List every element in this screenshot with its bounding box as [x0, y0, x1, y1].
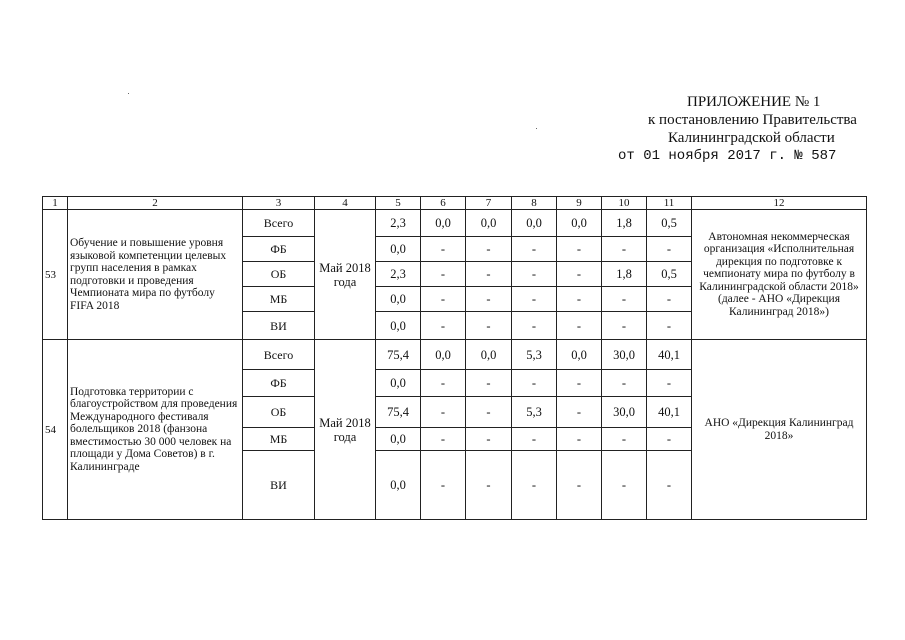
executor: АНО «Дирекция Калининград 2018»	[692, 340, 867, 520]
amount-cell: -	[602, 312, 647, 340]
column-number: 4	[315, 197, 376, 210]
amount-cell: 5,3	[512, 397, 557, 428]
amount-cell: 0,0	[557, 210, 602, 237]
funding-source: МБ	[243, 287, 315, 312]
funding-source: ФБ	[243, 370, 315, 397]
amount-cell: -	[512, 287, 557, 312]
amount-cell: 0,5	[647, 262, 692, 287]
amount-cell: 0,0	[466, 340, 512, 370]
amount-cell: -	[421, 370, 466, 397]
amount-cell: 0,0	[376, 451, 421, 520]
amount-cell: 0,0	[376, 312, 421, 340]
amount-cell: 0,0	[376, 287, 421, 312]
amount-cell: -	[512, 370, 557, 397]
amount-cell: -	[557, 262, 602, 287]
amount-cell: 40,1	[647, 340, 692, 370]
deadline: Май 2018 года	[315, 340, 376, 520]
amount-cell: -	[466, 370, 512, 397]
amount-cell: 5,3	[512, 340, 557, 370]
amount-cell: -	[557, 370, 602, 397]
amount-cell: 0,0	[421, 210, 466, 237]
amount-cell: -	[602, 428, 647, 451]
amount-cell: -	[647, 287, 692, 312]
amount-cell: -	[557, 287, 602, 312]
amount-cell: -	[466, 397, 512, 428]
amount-cell: 0,0	[557, 340, 602, 370]
amount-cell: -	[602, 237, 647, 262]
column-number: 8	[512, 197, 557, 210]
amount-cell: 75,4	[376, 397, 421, 428]
column-number: 11	[647, 197, 692, 210]
funding-source: ВИ	[243, 312, 315, 340]
amount-cell: 2,3	[376, 210, 421, 237]
column-number: 2	[68, 197, 243, 210]
amount-cell: -	[466, 237, 512, 262]
amount-cell: 30,0	[602, 340, 647, 370]
amount-cell: -	[557, 237, 602, 262]
amount-cell: 0,0	[466, 210, 512, 237]
measure-name: Подготовка территории с благоустройством для проведения Международного фестиваля болельщиков 2018 (фанзона вместимостью 30 000 человек на площади у Дома Советов) в г. Калининграде	[68, 340, 243, 520]
amount-cell: -	[466, 451, 512, 520]
amount-cell: 30,0	[602, 397, 647, 428]
column-number-row	[43, 197, 867, 210]
amount-cell: -	[421, 428, 466, 451]
amount-cell: -	[557, 451, 602, 520]
funding-source: МБ	[243, 428, 315, 451]
amount-cell: -	[421, 237, 466, 262]
column-number: 10	[602, 197, 647, 210]
measure-name: Обучение и повышение уровня языковой компетенции целевых групп населения в рамках подготовки и проведения Чемпионата мира по футболу FIFA 2018	[68, 210, 243, 340]
appendix-title: ПРИЛОЖЕНИЕ № 1	[687, 94, 821, 110]
executor: Автономная некоммерческая организация «Исполнительная дирекция по подготовке к чемпионату мира по футболу в Калининградской области 2018» (далее - АНО «Дирекция Калининград 2018»)	[692, 210, 867, 340]
decree-reference: к постановлению Правительства	[648, 112, 857, 128]
amount-cell: -	[512, 262, 557, 287]
row-number: 54	[43, 340, 68, 520]
column-number: 1	[43, 197, 68, 210]
amount-cell: -	[512, 451, 557, 520]
amount-cell: 2,3	[376, 262, 421, 287]
amount-cell: -	[512, 312, 557, 340]
amount-cell: -	[466, 428, 512, 451]
table-row	[43, 340, 867, 370]
column-number: 7	[466, 197, 512, 210]
amount-cell: -	[647, 237, 692, 262]
amount-cell: -	[647, 312, 692, 340]
amount-cell: 0,0	[421, 340, 466, 370]
column-number: 9	[557, 197, 602, 210]
table-row	[43, 210, 867, 237]
column-number: 6	[421, 197, 466, 210]
column-number: 12	[692, 197, 867, 210]
amount-cell: -	[421, 262, 466, 287]
funding-source: ВИ	[243, 451, 315, 520]
amount-cell: -	[421, 451, 466, 520]
amount-cell: 0,0	[376, 237, 421, 262]
column-number: 5	[376, 197, 421, 210]
amount-cell: 0,0	[376, 370, 421, 397]
funding-source: Всего	[243, 210, 315, 237]
amount-cell: -	[512, 428, 557, 451]
amount-cell: 1,8	[602, 210, 647, 237]
amount-cell: -	[647, 428, 692, 451]
amount-cell: -	[421, 312, 466, 340]
amount-cell: -	[602, 451, 647, 520]
amount-cell: -	[647, 370, 692, 397]
amount-cell: -	[466, 287, 512, 312]
funding-source: ФБ	[243, 237, 315, 262]
amount-cell: 0,5	[647, 210, 692, 237]
amount-cell: -	[421, 397, 466, 428]
amount-cell: -	[602, 287, 647, 312]
amount-cell: -	[421, 287, 466, 312]
amount-cell: -	[466, 312, 512, 340]
funding-source: ОБ	[243, 397, 315, 428]
amount-cell: -	[557, 397, 602, 428]
amount-cell: 40,1	[647, 397, 692, 428]
deadline: Май 2018 года	[315, 210, 376, 340]
amount-cell: -	[647, 451, 692, 520]
measures-table	[42, 196, 867, 520]
amount-cell: -	[557, 312, 602, 340]
funding-source: ОБ	[243, 262, 315, 287]
amount-cell: -	[466, 262, 512, 287]
funding-source: Всего	[243, 340, 315, 370]
amount-cell: 1,8	[602, 262, 647, 287]
column-number: 3	[243, 197, 315, 210]
amount-cell: 75,4	[376, 340, 421, 370]
amount-cell: -	[602, 370, 647, 397]
decree-date-number: от 01 ноября 2017 г. № 587	[618, 148, 837, 164]
region-name: Калининградской области	[668, 130, 835, 146]
amount-cell: -	[557, 428, 602, 451]
amount-cell: 0,0	[376, 428, 421, 451]
row-number: 53	[43, 210, 68, 340]
amount-cell: 0,0	[512, 210, 557, 237]
amount-cell: -	[512, 237, 557, 262]
